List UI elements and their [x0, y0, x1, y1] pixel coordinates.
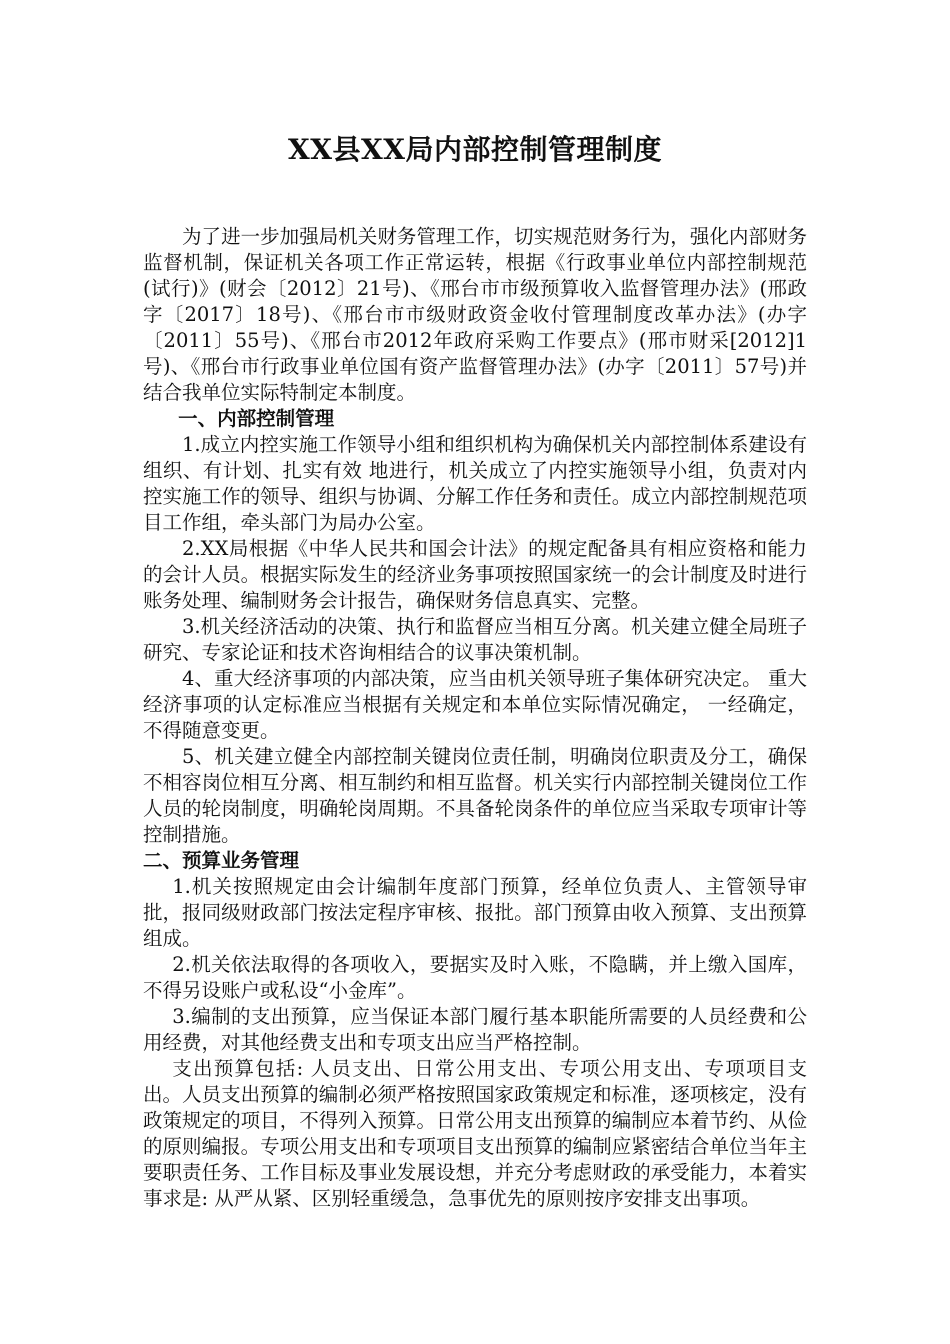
- document-body: [143, 224, 807, 1212]
- section1-item-4: 4、重大经济事项的内部决策，应当由机关领导班子集体研究决定。 重大经济事项的认定标准应当根据有关规定和本单位实际情况确定， 一经确定，不得随意变更。: [143, 667, 807, 742]
- section2-item-3: 3.编制的支出预算，应当保证本部门履行基本职能所需要的人员经费和公用经费，对其他经费支出和专项支出应当严格控制。: [143, 1005, 807, 1054]
- section2-item-4: 支出预算包括: 人员支出、日常公用支出、专项公用支出、专项项目支出。人员支出预算的编制必须严格按照国家政策规定和标准，逐项核定，没有政策规定的项目，不得列入预算。日常公用支出预算的编制应本着节约、从俭的原则编报。专项公用支出和专项项目支出预算的编制应紧密结合单位当年主要职责任务、工作目标及事业发展设想，并充分考虑财政的承受能力，本着实事求是: 从严从紧、区别轻重缓急，急事优先的原则按序安排支出事项。: [143, 1057, 807, 1210]
- document-title: XX县XX局内部控制管理制度: [288, 133, 662, 166]
- section1-item-1: 1.成立内控实施工作领导小组和组织机构为确保机关内部控制体系建设有组织、有计划、扎实有效 地进行，机关成立了内控实施领导小组，负责对内控实施工作的领导、组织与协调、分解工作任务和责任。成立内部控制规范项目工作组，牵头部门为局办公室。: [143, 433, 807, 534]
- intro-paragraph: 为了进一步加强局机关财务管理工作，切实规范财务行为，强化内部财务监督机制，保证机关各项工作正常运转，根据《行政事业单位内部控制规范(试行)》(财会〔2012〕21号)、《邢台市市级预算收入监督管理办法》(邢政字〔2017〕18号)、《邢台市市级财政资金收付管理制度改革办法》(办字〔2011〕55号)、《邢台市2012年政府采购工作要点》(邢市财采[2012]1号)、《邢台市行政事业单位国有资产监督管理办法》(办字〔2011〕57号)并结合我单位实际特制定本制度。: [143, 225, 807, 404]
- section1-item-5: 5、机关建立健全内部控制关键岗位责任制，明确岗位职责及分工，确保不相容岗位相互分离、相互制约和相互监督。机关实行内部控制关键岗位工作人员的轮岗制度，明确轮岗周期。不具备轮岗条件的单位应当采取专项审计等控制措施。: [143, 745, 807, 846]
- section1-item-3: 3.机关经济活动的决策、执行和监督应当相互分离。机关建立健全局班子研究、专家论证和技术咨询相结合的议事决策机制。: [143, 615, 807, 664]
- section1-item-2: 2.XX局根据《中华人民共和国会计法》的规定配备具有相应资格和能力的会计人员。根据实际发生的经济业务事项按照国家统一的会计制度及时进行账务处理、编制财务会计报告，确保财务信息真实、完整。: [143, 537, 807, 612]
- section2-item-2: 2.机关依法取得的各项收入，要据实及时入账，不隐瞒，并上缴入国库，不得另设账户或私设“小金库”。: [143, 953, 807, 1002]
- section-heading-budget: 二、预算业务管理: [143, 849, 300, 872]
- section-heading-internal-control: 一、内部控制管理: [178, 407, 335, 430]
- section2-item-1: 1.机关按照规定由会计编制年度部门预算，经单位负责人、主管领导审批，报同级财政部门按法定程序审核、报批。部门预算由收入预算、支出预算组成。: [143, 875, 807, 950]
